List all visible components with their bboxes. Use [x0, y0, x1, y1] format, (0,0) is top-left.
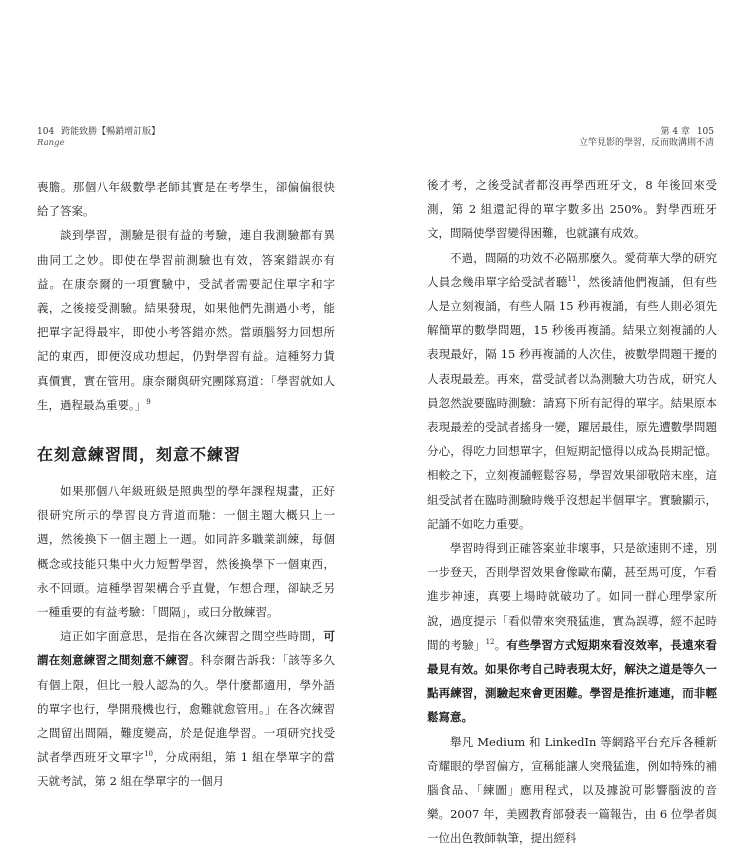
bold-emphasis: 有些學習方式短期來看沒效率，長遠來看最見有效。如果你考自己時表現太好，解決之道是等久一點再練習，測驗起來會更困難。學習是推折連連，而非輕鬆寫意。 [427, 637, 718, 725]
right-page-number: 105 [696, 127, 714, 137]
footnote-ref: 12 [485, 638, 495, 647]
right-running-header [579, 127, 714, 149]
footnote-ref: 11 [567, 274, 577, 283]
paragraph: 後才考，之後受試者都沒再學西班牙文，8 年後回來受測，第 2 組還記得的單字數多出 250%。對學西班牙文，間隔使學習變得困難，也就讓有成效。 [427, 178, 717, 241]
section-heading: 在刻意練習間，刻意不練習 [37, 445, 242, 465]
paragraph: 舉凡 Medium 和 LinkedIn 等網路平台充斥各種新奇耀眼的學習偏方，宣稱能讓人突飛猛進，例如特殊的補腦食品、「練圖」應用程式，以及據說可影響腦波的音樂。2007 年，美國教育部發表一篇報告，由 6 位學者與一位出色教師執筆，提出經科 [427, 734, 717, 846]
paragraph: 不過，間隔的功效不必隔那麼久。愛荷華大學的研究人員念幾串單字給受試者聽$^{11}$，然後請他們複誦，但有些人是立刻複誦，有些人隔 15 秒再複誦，有些人則必須先解簡單的數學問題，15 秒後再複誦。結果立刻複誦的人表現最好，隔 15 秒再複誦的人次佳，被數學問題干擾的人表現最差。再來，當受試者以為測驗大功告成，研究人員忽然說要臨時測驗：請寫下所有記得的單字。結果原本表現最差的受試者搖身一變，躍居最佳，原先遭數學問題分心，得吃力回想單字，但短期記憶得以成為長期記憶。相較之下，立刻複誦輕鬆容易，學習效果卻敬陪末座，這組受試者在臨時測驗時幾乎沒想起半個單字。實驗顯示，記誦不如吃力重要。 [427, 250, 718, 531]
bold-emphasis: 可謂在刻意練習之間刻意不練習 [37, 629, 335, 668]
paragraph: 喪膽。那個八年級數學老師其實是在考學生，卻偏偏很快給了答案。 [37, 180, 335, 219]
left-page-number: 104 [37, 127, 55, 137]
book-title: 跨能致勝【暢銷增訂版】 [61, 127, 161, 137]
paragraph: 學習時得到正確答案並非壞事，只是欲速則不達，別一步登天，否則學習效果會像歐布蘭，甚至馬可度，乍看進步神速，真要上場時就破功了。如同一群心理學家所說，過度提示「看似帶來突飛猛進，實為誤導，經不起時間的考驗」$^{12}$。有些學習方式短期來看沒效率，長遠來看最見有效。如果你考自己時表現太好，解決之道是等久一點再練習，測驗起來會更困難。學習是推折連連，而非輕鬆寫意。 [427, 541, 718, 725]
paragraph: 這正如字面意思，是指在各次練習之間空些時間，可謂在刻意練習之間刻意不練習。科奈爾告訴我：「該等多久有個上限，但比一般人認為的久。學什麼都適用，學外語的單字也行，學開飛機也行，愈難就愈管用。」在各次練習之間留出間隔，難度變高，於是促進學習。一項研究找受試者學西班牙文單字$^{10}$，分成兩組，第 1 組在學單字的當天就考試，第 2 組在學單字的一個月 [37, 629, 335, 789]
chapter-title: 立竿見影的學習，反而敗溝則不清 [578, 138, 714, 148]
chapter-label: 第 4 章 [660, 127, 690, 137]
footnote-ref: 9 [146, 398, 151, 406]
footnote-ref: 10 [144, 750, 153, 759]
book-subtitle: Range [37, 138, 65, 148]
left-running-header [37, 127, 160, 149]
paragraph: 如果那個八年級班級是照典型的學年課程規畫，正好很研究所示的學習良方背道而馳：一個主題大概只上一週，然後換下一個主題上一週。如同許多職業訓練，每個概念或技能只集中火力短暫學習，然後換學下一個東西，永不回頭。這種學習架構合乎直覺，乍想合理，卻缺乏另一種重要的有益考驗：「間隔」，或曰分散練習。 [37, 484, 335, 620]
left-page [0, 0, 375, 789]
left-body-text [37, 175, 335, 794]
paragraph: 談到學習，測驗是很有益的考驗，連自我測驗都有異曲同工之妙。即使在學習前測驗也有效，答案錯誤亦有益。在康奈爾的一項實驗中，受試者需要記住單字和字義，之後接受測驗。結果發現，如果他們先測過小考，能把單字記得最牢，即使小考答錯亦然。當頭腦努力回想所記的東西，即便沒成功想起，仍對學習有益。這種努力貨真價實，實在管用。康奈爾與研究團隊寫道：「學習就如人生，過程最為重要。」$^9$ [37, 228, 335, 412]
right-body-text [427, 173, 717, 851]
right-page [375, 0, 750, 846]
